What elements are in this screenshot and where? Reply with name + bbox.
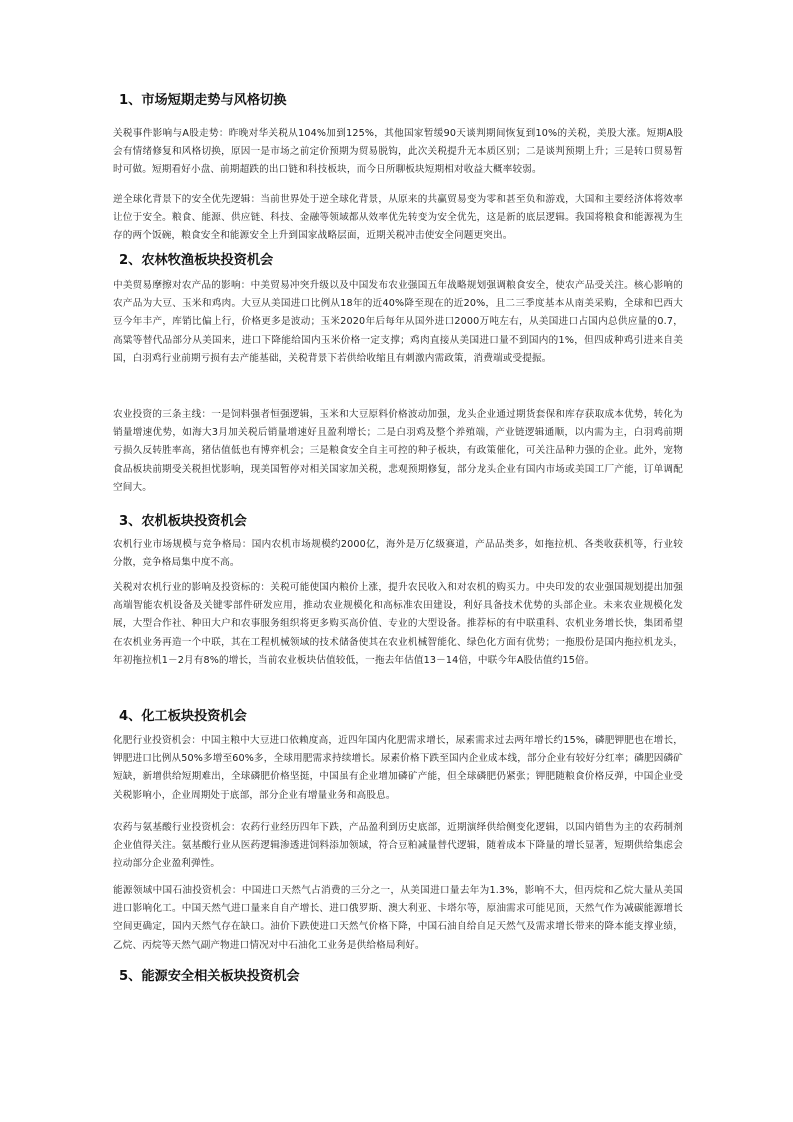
section-1-body: [113, 125, 683, 180]
paragraph: 逆全球化背景下的安全优先逻辑：当前世界处于逆全球化背景，从原来的共赢贸易变为零和甚至负和游戏，大国和主要经济体将效率让位于安全。粮食、能源、供应链、科技、金融等领域都从效率优先转变为安全优先，这是新的底层逻辑。我国将粮食和能源视为生存的两个饭碗，粮食安全和能源安全上升到国家战略层面，近期关税冲击使安全问题更突出。: [113, 194, 683, 242]
section-1-body-2: [113, 191, 683, 246]
section-4-body-3: [113, 882, 683, 955]
paragraph: 中美贸易摩擦对农产品的影响：中美贸易冲突升级以及中国发布农业强国五年战略规划强调粮食安全，使农产品受关注。核心影响的农产品为大豆、玉米和鸡肉。大豆从美国进口比例从18年的近40%降至现在的近20%，且二三季度基本从南美采购，全球和巴西大豆今年丰产，库销比偏上行，价格更多是波动；玉米2020年后每年从国外进口2000万吨左右，从美国进口占国内总供应量的0.7，高粱等替代品部分从美国来，进口下降能给国内玉米价格一定支撑；鸡肉直接从美国进口量不到国内的1%，但四成种鸡引进来自美国，白羽鸡行业前期亏损有去产能基础，关税背景下若供给收缩且有刺激内需政策，消费端或受提振。: [113, 280, 683, 364]
section-3-body: [113, 536, 683, 572]
paragraph: 农业投资的三条主线：一是饲料强者恒强逻辑，玉米和大豆原料价格波动加强，龙头企业通过期货套保和库存获取成本优势，转化为销量增速优势，如海大3月加关税后销量增速好且盈利增长；二是白羽鸡及整个养殖端，产业链逻辑通顺，以内需为主，白羽鸡前期亏损久反转胜率高，猪估值低也有博弈机会；三是粮食安全自主可控的种子板块，有政策催化，可关注品种力强的企业。此外，宠物食品板块前期受关税担忧影响，现美国暂停对相关国家加关税，悲观预期修复，部分龙头企业有国内市场或美国工厂产能，订单调配空间大。: [113, 409, 683, 493]
section-heading: 4、化工板块投资机会: [119, 709, 247, 724]
section-heading: 1、市场短期走势与风格切换: [119, 93, 287, 108]
section-5: [113, 968, 683, 986]
section-3: [113, 513, 683, 531]
paragraph: 关税事件影响与A股走势：昨晚对华关税从104%加到125%，其他国家暂缓90天谈判期间恢复到10%的关税，美股大涨。短期A股会有情绪修复和风格切换，原因一是市场之前定价预期为贸易脱钩，此次关税提升无本质区别；二是谈判预期上升；三是转口贸易暂时可做。短期看好小盘、前期超跌的出口链和科技板块，而今日所聊板块短期相对收益大概率较弱。: [113, 128, 683, 176]
section-2-body: [113, 277, 683, 368]
paragraph: 能源领域中国石油投资机会：中国进口天然气占消费的三分之一，从美国进口量去年为1.3%，影响不大，但丙烷和乙烷大量从美国进口影响化工。中国天然气进口量来自自产增长、进口俄罗斯、澳大利亚、卡塔尔等，原油需求可能见顶，天然气作为减碳能源增长空间更确定，国内天然气存在缺口。油价下跌使进口天然气价格下降，中国石油自给自足天然气及需求增长带来的降本能支撑业绩，乙烷、丙烷等天然气副产物进口情况对中石油化工业务是供给格局利好。: [113, 885, 683, 951]
section-4-body: [113, 732, 683, 805]
section-3-body-2: [113, 579, 683, 670]
section-4-body-2: [113, 819, 683, 874]
section-1: [113, 92, 683, 110]
section-heading: 2、农林牧渔板块投资机会: [119, 253, 274, 268]
paragraph: 化肥行业投资机会：中国主粮中大豆进口依赖度高，近四年国内化肥需求增长，尿素需求过去两年增长约15%，磷肥钾肥也在增长，钾肥进口比例从50%多增至60%多，全球用肥需求持续增长。尿素价格下跌至国内企业成本线，部分企业有较好分红率；磷肥因磷矿短缺，新增供给短期难出，全球磷肥价格坚挺，中国虽有企业增加磷矿产能，但全球磷肥仍紧张；钾肥随粮食价格反弹，中国企业受关税影响小，企业周期处于底部，部分企业有增量业务和高股息。: [113, 735, 683, 801]
paragraph: 农药与氨基酸行业投资机会：农药行业经历四年下跌，产品盈利到历史底部，近期演绎供给侧变化逻辑，以国内销售为主的农药制剂企业值得关注。氨基酸行业从医药逻辑渗透进饲料添加领域，符合豆粕减量替代逻辑，随着成本下降量的增长显著，短期供给集虑会拉动部分企业盈利弹性。: [113, 822, 683, 870]
section-4: [113, 708, 683, 726]
section-heading: 5、能源安全相关板块投资机会: [119, 969, 300, 984]
section-2: [113, 252, 683, 270]
section-2-body-2: [113, 406, 683, 497]
paragraph: 农机行业市场规模与竞争格局：国内农机市场规模约2000亿，海外是万亿级赛道，产品品类多，如拖拉机、各类收获机等，行业较分散，竞争格局集中度不高。: [113, 539, 683, 569]
paragraph: 关税对农机行业的影响及投资标的：关税可能使国内粮价上涨，提升农民收入和对农机的购买力。中央印发的农业强国规划提出加强高端智能农机设备及关键零部件研发应用，推动农业规模化和高标准农田建设，利好具备技术优势的头部企业。未来农业规模化发展，大型合作社、种田大户和农事服务组织将更多购买高价值、专业的大型设备。推荐标的有中联重科、农机业务增长快，集团希望在农机业务再造一个中联，其在工程机械领域的技术储备使其在农业机械智能化、绿色化方面有优势；一拖股份是国内拖拉机龙头，年初拖拉机1－2月有8%的增长，当前农业板块估值较低，一拖去年估值13－14倍，中联今年A股估值约15倍。: [113, 582, 683, 666]
section-heading: 3、农机板块投资机会: [119, 514, 247, 529]
